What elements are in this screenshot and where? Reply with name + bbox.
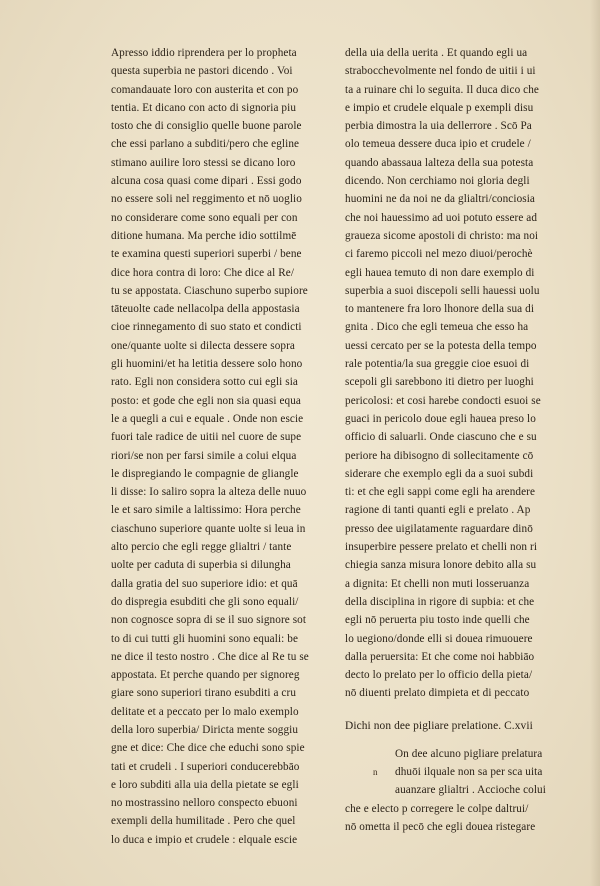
text-line: pericolosi: et cosi harebe condocti esuoi se [345, 394, 541, 407]
text-line: a dignita: Et chelli non muti losseruanza [345, 577, 530, 590]
chapter-line [345, 763, 575, 781]
text-line: gli huomini/et ha letitia dessere solo hono [111, 358, 303, 371]
text-line: strabocchevolmente nel fondo de uitii i ui [345, 65, 536, 78]
text-line: alto percio che egli regge glialtri / tante [111, 541, 292, 554]
text-line: della disciplina in rigore di supbia: et che [345, 595, 535, 608]
text-line: che essi parlano a subditi/pero che egline [111, 138, 300, 151]
text-line: della uia della uerita . Et quando egli ua [345, 47, 528, 59]
text-line: superbia a suoi discepoli selli hauessi uolu [345, 284, 540, 297]
text-line: chiegia sanza misura lonore debito alla su [345, 559, 537, 572]
text-line: tāteuolte cade nellacolpa della appostasia [111, 303, 300, 316]
text-line: questa superbia ne pastori dicendo . Voi [111, 65, 293, 78]
chapter-heading: Dichi non dee pigliare prelatione. C.xvii [345, 719, 533, 732]
text-line: te examina questi superiori superbi / bene [111, 248, 302, 261]
text-line: one/quante uolte si dilecta dessere sopra [111, 339, 295, 352]
text-line: to di cui tutti gli huomini sono equali: be [111, 632, 299, 645]
text-line: uolte per caduta di superbia si dilungha [111, 559, 291, 572]
chapter-line [345, 800, 575, 818]
text-line: quando abassaua lalteza della sua potesta [345, 156, 534, 169]
text-line: olo temeua dessere duca ipio et crudele / [345, 138, 531, 151]
guide-letter: n [373, 766, 378, 777]
text-line: ragione di tanti quanti egli e prelato . Ap [345, 504, 531, 517]
text-line: giare sono superiori tirano esubditi a cru [111, 687, 297, 700]
text-line: egli nō peruerta piu tosto inde quelli che [345, 614, 530, 627]
text-line: tentia. Et dicano con acto di signoria piu [111, 101, 297, 114]
text-line: tosto che di consiglio quelle buone parole [111, 120, 302, 133]
chapter-line [345, 745, 575, 763]
text-line: comandauate loro con austerita et con po [111, 83, 299, 96]
text-line: rato. Egli non considera sotto cui egli sia [111, 376, 298, 389]
chapter-line [345, 781, 575, 799]
text-line: posto: et gode che egli non sia quasi equa [111, 394, 301, 407]
text-line: lo duca e impio et crudele : elquale escie [111, 833, 298, 846]
chapter-line-text: che e electo p corregere le colpe daltrui/ [345, 802, 529, 815]
text-line: to mantenere fra loro lhonore della sua di [345, 303, 535, 316]
text-line: presso dee uigilatamente raguardare dinō [345, 522, 533, 535]
text-line: decto lo prelato per lo officio della pieta/ [345, 669, 533, 682]
chapter-line [345, 818, 575, 836]
text-line: uessi cercato per se la potesta della tempo [345, 339, 537, 352]
text-line: exempli della humilitade . Pero che quel [111, 815, 296, 828]
text-line: stimano auilire loro stessi se dicano loro [111, 156, 296, 169]
text-line: le et saro simile a laltissimo: Hora perche [111, 504, 301, 517]
text-line: no essere soli nel reggimento et nō uoglio [111, 193, 302, 206]
text-line: le dispregiando le compagnie de gliangle [111, 467, 299, 480]
text-line: fuori tale radice de uitii nel cuore de supe [111, 431, 302, 444]
text-line: delitate et a peccato per lo malo exemplo [111, 705, 299, 718]
text-line: gne et dice: Che dice che educhi sono spie [111, 742, 305, 755]
right-column-text [345, 44, 575, 703]
text-line: alcuna cosa quasi come dipari . Essi godo [111, 175, 302, 188]
text-line: ti: et che egli sappi come egli ha arendere [345, 486, 536, 499]
text-line: non cognosce sopra di se il suo signore sot [111, 614, 307, 627]
left-column [111, 44, 331, 849]
text-line: e loro subditi alla uia della pietate se egli [111, 778, 299, 791]
text-line: lo uegiono/donde elli si douea rimuouere [345, 632, 533, 645]
text-line: no considerare come sono equali per con [111, 211, 298, 224]
text-line: gnita . Dico che egli temeua che esso ha [345, 321, 529, 334]
text-line: ne dice il testo nostro . Che dice al Re tu se [111, 650, 309, 663]
text-line: tu se appostata. Ciaschuno superbo supiore [111, 284, 308, 297]
text-line: egli hauea temuto di non dare exemplo di [345, 266, 535, 279]
chapter-line-text: On dee alcuno pigliare prelatura [395, 747, 543, 760]
text-line: ciaschuno superiore quante uolte si leua in [111, 522, 306, 535]
text-line: cioe rinnegamento di suo stato et condicti [111, 321, 302, 334]
text-line: dalla peruersita: Et che come noi habbiāo [345, 650, 535, 663]
chapter-text [345, 745, 575, 836]
text-line: scepoli gli sarebbono iti dietro per luoghi [345, 376, 534, 389]
text-line: ta a ruinare chi lo seguita. Il duca dico che [345, 83, 539, 96]
text-line: graueza sicome apostoli di christo: ma noi [345, 229, 539, 242]
text-line: rale potentia/la sua greggie cioe esuoi di [345, 358, 530, 371]
text-line: tati et crudeli . I superiori conducerebbāo [111, 760, 300, 773]
text-line: nō diuenti prelato dimpieta et di peccato [345, 687, 530, 700]
text-line: huomini ne da noi ne da glialtri/conciosia [345, 193, 535, 206]
text-line: riori/se non per farsi simile a colui elqua [111, 449, 297, 462]
text-line: ci faremo piccoli nel mezo diuoi/perochè [345, 248, 533, 261]
text-line: guaci in pericolo doue egli hauea preso lo [345, 412, 536, 425]
spacer [345, 703, 575, 713]
chapter-line-text: auanzare glialtri . Accioche colui [395, 784, 546, 797]
text-line: dice hora contra di loro: Che dice al Re/ [111, 266, 295, 279]
text-line: officio di saluarli. Onde ciascuno che e su [345, 431, 537, 444]
text-line: do dispregia esubditi che gli sono equali/ [111, 595, 299, 608]
text-line: no mostrassino nelloro conspecto ebuoni [111, 797, 298, 810]
text-line: della loro superbia/ Diricta mente soggiu [111, 723, 299, 736]
right-column [345, 44, 575, 836]
text-line: siderare che exemplo egli da a suoi subdi [345, 467, 534, 480]
text-line: le a quegli a cui e equale . Onde non escie [111, 412, 304, 425]
text-line: che noi hauessimo ad uoi potuto essere ad [345, 211, 538, 224]
text-line: appostata. Et perche quando per signoreg [111, 669, 300, 682]
spacer [345, 735, 575, 745]
text-line: Apresso iddio riprendera per lo propheta [111, 47, 297, 59]
chapter-line-text: dhuōi ilquale non sa per sca uita [395, 765, 543, 778]
text-line: li disse: Io saliro sopra la alteza delle nuuo [111, 486, 307, 499]
text-line: ditione humana. Ma perche idio sottilmē [111, 229, 297, 242]
text-line: e impio et crudele elquale p exempli disu [345, 101, 534, 114]
text-line: perbia dimostra la uia dellerrore . Scō Pa [345, 120, 532, 133]
text-line: dalla gratia del suo superiore idio: et quā [111, 577, 298, 590]
chapter-line-text: nō ometta il pecō che egli douea ristegare [345, 820, 536, 833]
text-line: insuperbire pessere prelato et chelli non ri [345, 541, 538, 554]
text-line: periore ha dibisogno di sollecitamente cō [345, 449, 534, 462]
text-line: dicendo. Non cerchiamo noi gloria degli [345, 175, 530, 188]
